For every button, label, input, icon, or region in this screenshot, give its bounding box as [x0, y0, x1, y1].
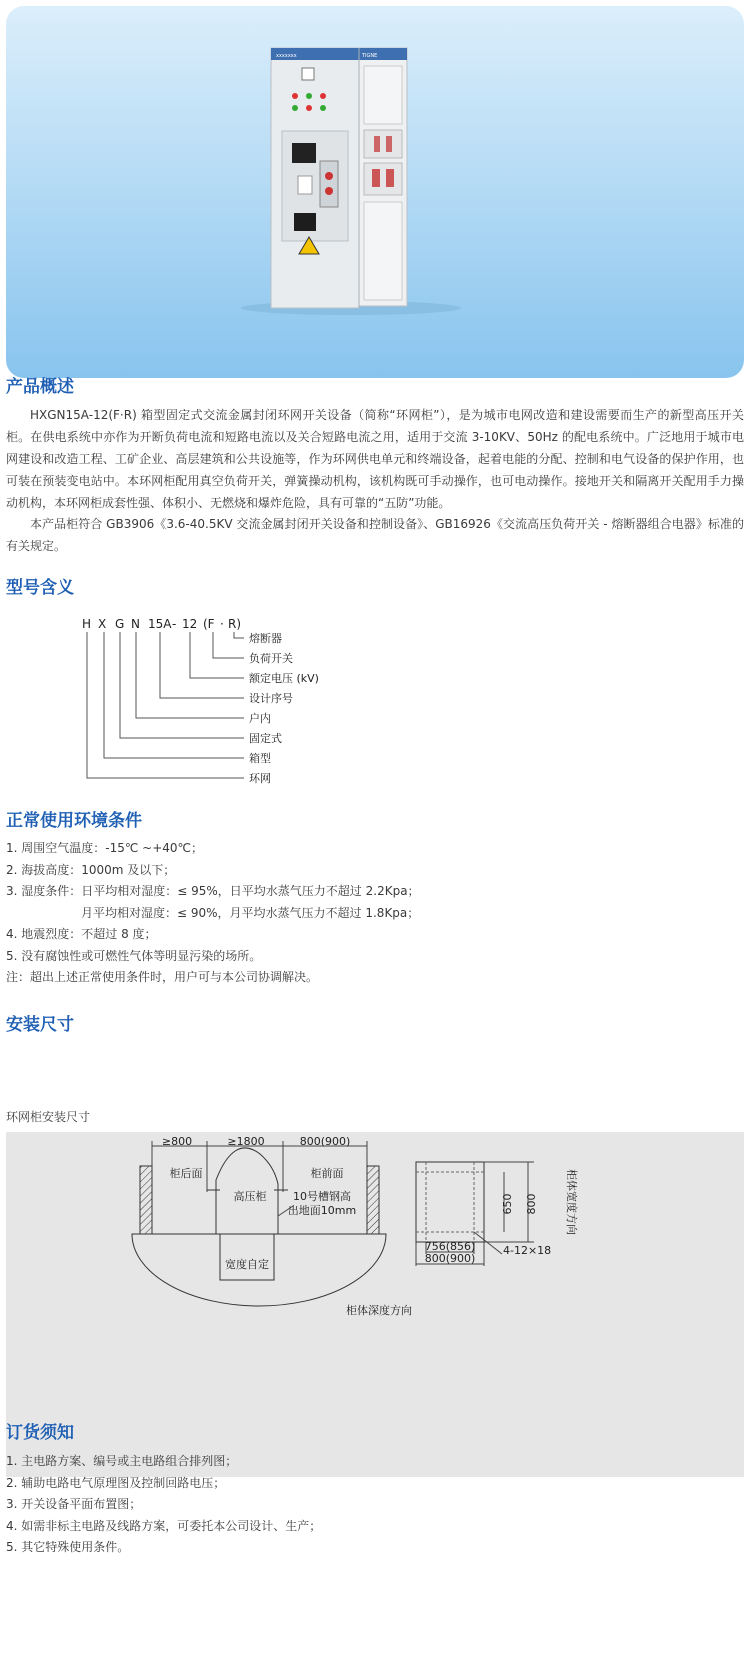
- model-code-diagram: [0, 600, 750, 800]
- condition-item: 3. 湿度条件：日平均相对湿度：≤ 95%，日平均水蒸气压力不超过 2.2Kpa；: [6, 884, 420, 898]
- section-heading-overview: 产品概述: [6, 377, 74, 397]
- label-hv-cabinet: 高压柜: [233, 1190, 267, 1203]
- label-holes: 4-12×18: [503, 1244, 552, 1257]
- model-code-n: N: [131, 617, 140, 631]
- model-meaning-box-type: 箱型: [249, 752, 271, 765]
- model-code-15a: 15A: [148, 617, 172, 631]
- model-meaning-fixed: 固定式: [249, 732, 282, 745]
- dim-650: 650: [501, 1193, 514, 1215]
- model-code-x: X: [98, 617, 107, 631]
- install-caption: 环网柜安装尺寸: [6, 1110, 91, 1124]
- label-front-face: 柜前面: [310, 1167, 344, 1180]
- model-code-g: G: [115, 617, 125, 631]
- section-heading-install: 安装尺寸: [6, 1015, 74, 1035]
- model-code-r: R): [228, 617, 242, 631]
- conditions-list: [6, 838, 744, 989]
- model-code-h: H: [82, 617, 92, 631]
- label-width-custom: 宽度自定: [225, 1258, 269, 1271]
- model-code-12: 12: [182, 617, 198, 631]
- model-meaning-rated-voltage: 额定电压 (kV): [249, 672, 319, 685]
- switchgear-cabinet-illustration: [6, 6, 744, 378]
- ordering-list: [6, 1451, 744, 1559]
- dim-front-clearance: 800(900): [299, 1135, 351, 1148]
- dim-800: 800: [525, 1193, 538, 1215]
- model-meaning-design-serial: 设计序号: [249, 692, 293, 705]
- model-meaning-indoor: 户内: [249, 712, 271, 725]
- ordering-item: 2. 辅助电路电气原理图及控制回路电压；: [6, 1475, 226, 1490]
- ordering-item: 4. 如需非标主电路及线路方案，可委托本公司设计、生产；: [6, 1518, 322, 1533]
- condition-item: 2. 海拔高度：1000m 及以下；: [6, 862, 176, 877]
- ordering-item: 1. 主电路方案、编号或主电路组合排列图；: [6, 1454, 238, 1468]
- label-channel-steel-1: 10号槽钢高: [293, 1190, 351, 1203]
- cabinet-brand-right: TIGNE: [362, 53, 378, 59]
- dim-800-900: 800(900): [424, 1252, 476, 1265]
- section-heading-model: 型号含义: [6, 578, 74, 598]
- condition-note: 注：超出上述正常使用条件时，用户可与本公司协调解决。: [6, 970, 319, 984]
- dim-756-856: 756(856): [424, 1240, 476, 1253]
- model-meaning-ring-network: 环网: [249, 772, 271, 785]
- overview-paragraph-2: 本产品柜符合 GB3906《3.6-40.5KV 交流金属封闭开关设备和控制设备》、GB16926《交流高压负荷开关 - 熔断器组合电器》标准的有关规定。: [6, 517, 744, 553]
- dim-rear-clearance: ≥800: [161, 1135, 193, 1148]
- ordering-item: 5. 其它特殊使用条件。: [6, 1540, 130, 1554]
- install-dimension-drawing: [6, 1132, 744, 1477]
- label-rear-face: 柜后面: [169, 1167, 203, 1180]
- section-heading-conditions: 正常使用环境条件: [6, 811, 142, 831]
- model-code-dot: ·: [220, 617, 224, 631]
- section-heading-ordering: 订货须知: [6, 1423, 74, 1443]
- dim-cabinet-width: ≥1800: [227, 1135, 265, 1148]
- label-width-direction: 柜体宽度方向: [565, 1169, 578, 1235]
- ordering-item: 3. 开关设备平面布置图；: [6, 1497, 142, 1511]
- condition-item: 1. 周围空气温度：-15℃ ~+40℃；: [6, 841, 204, 855]
- label-depth-direction: 柜体深度方向: [346, 1304, 412, 1317]
- condition-item: 4. 地震烈度：不超过 8 度；: [6, 927, 157, 941]
- model-meaning-load-switch: 负荷开关: [249, 652, 293, 665]
- condition-item: 5. 没有腐蚀性或可燃性气体等明显污染的场所。: [6, 948, 262, 963]
- label-channel-steel-2: 出地面10mm: [287, 1204, 357, 1217]
- overview-paragraph-1: HXGN15A-12(F·R) 箱型固定式交流金属封闭环网开关设备（简称“环网柜”），是为城市电网改造和建设需要而生产的新型高压开关柜。在供电系统中亦作为开断负荷电流和短路电流以及关合短路电流之用，适用于交流 3-10KV、50Hz 的配电系统中。广泛地用于城市电网建设和改造工程、工矿企业、高层建筑和公共设施等，作为环网供电单元和终端设备，起着电能的分配、控制和电气设备的保护作用，也可装在预装变电站中。本环网柜配用真空负荷开关，弹簧操动机构，该机构既可手动操作，也可电动操作。接地开关和隔离开关配用手力操动机构，本环网柜成套性强、体积小、无燃烧和爆炸危险，具有可靠的“五防”功能。: [6, 408, 744, 510]
- product-hero-image: [6, 6, 744, 378]
- model-code-f: (F: [203, 617, 215, 631]
- model-meaning-fuse: 熔断器: [249, 632, 282, 645]
- model-code-dash: -: [172, 617, 177, 631]
- condition-item: 月平均相对湿度：≤ 90%，月平均水蒸气压力不超过 1.8Kpa；: [81, 905, 420, 920]
- cabinet-brand-left: xxxxxxx: [276, 53, 297, 59]
